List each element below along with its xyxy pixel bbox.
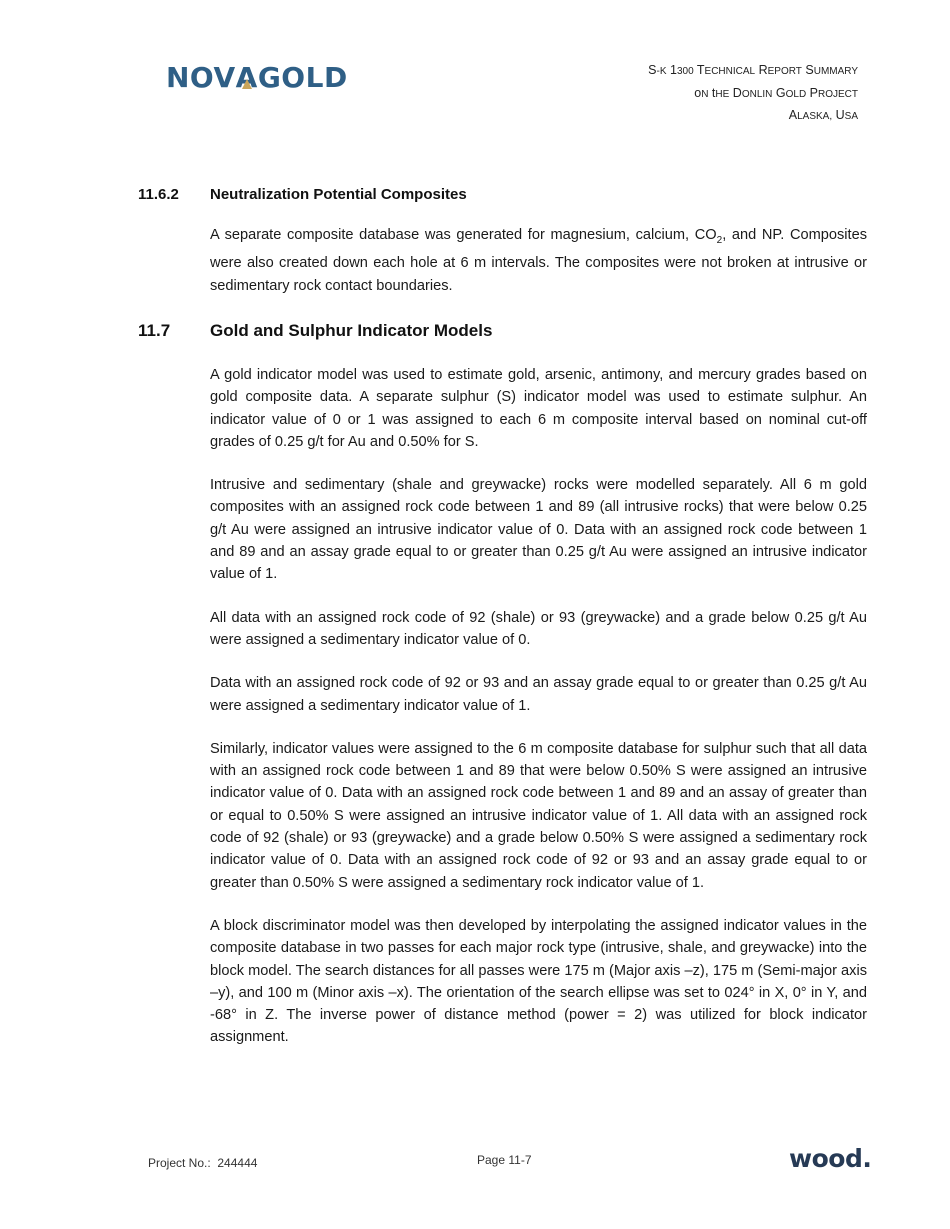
project-label: Project No.:: [148, 1156, 211, 1170]
section-number: 11.7: [138, 321, 171, 340]
wood-logo: wood.: [789, 1144, 872, 1173]
paragraph: Similarly, indicator values were assigned to the 6 m composite database for sulphur such that all data with an assigned rock code between 1 and 89 that were below 0.50% S were assigned an intrusive indicator value of 0. Data with an assigned rock code between 1 and 89 and an assay of greater than or equal to 0.50% S were assigned an intrusive indicator value of 1. All data with an assigned rock code of 92 (shale) or 93 (greywacke) and a grade below 0.50% S were assigned a sedimentary rock indicator value of 0. Data with an assigned rock code of 92 or 93 and an assay grade equal to or greater than 0.50% S were assigned a sedimentary rock indicator value of 1.: [210, 740, 867, 891]
section-title: Neutralization Potential Composites: [210, 186, 467, 203]
report-title-line2: oN tHE DONLIN GOLD PROJECT: [694, 85, 858, 100]
section-title: Gold and Sulphur Indicator Models: [210, 321, 493, 340]
paragraph: Intrusive and sedimentary (shale and greywacke) rocks were modelled separately. All 6 m gold composites with an assigned rock code between 1 and 89 (all intrusive rocks) that were below 0.25 g/t Au were assigned an intrusive indicator value of 0. Data with an assigned rock code between 1 and 89 and an assay grade equal to or greater than 0.25 g/t Au were assigned an intrusive indicator value of 1.: [210, 477, 867, 583]
section-11-6-2-body: [210, 224, 867, 297]
paragraph: All data with an assigned rock code of 92 (shale) or 93 (greywacke) and a grade below 0.25 g/t Au were assigned a sedimentary indicator value of 0.: [210, 609, 867, 648]
logo-accent-icon: [242, 79, 252, 89]
project-number: [148, 1156, 257, 1170]
paragraph-text-part1: A separate composite database was generated for magnesium, calcium, CO: [210, 227, 717, 243]
page-number: Page 11-7: [477, 1153, 532, 1167]
paragraph-text-part2: , and NP. Composites were also created down each hole at 6 m intervals. The composites were not broken at intrusive or sedimentary rock contact boundaries.: [210, 227, 867, 294]
novagold-logo: NOVA GOLD: [166, 61, 348, 94]
report-header: [648, 60, 858, 128]
paragraph: A block discriminator model was then developed by interpolating the assigned indicator values in the composite database in two passes for each major rock type (intrusive, shale, and greywacke) into the block model. The search distances for all passes were 175 m (Major axis –z), 175 m (Semi-major axis –y), and 100 m (Minor axis –x). The orientation of the search ellipse was set to 024° in X, 0° in Y, and -68° in Z. The inverse power of distance method (power = 2) was utilized for block indicator assignment.: [210, 917, 867, 1046]
section-number: 11.6.2: [138, 186, 179, 203]
report-title-line3: ALASKA, USA: [788, 108, 858, 122]
paragraph: Data with an assigned rock code of 92 or 93 and an assay grade equal to or greater than 0.25 g/t Au were assigned a sedimentary indicator value of 1.: [210, 675, 867, 714]
project-number-value: 244444: [217, 1156, 258, 1170]
section-heading-11-7: [138, 321, 868, 341]
paragraph: A gold indicator model was used to estimate gold, arsenic, antimony, and mercury grades based on gold composite data. A separate sulphur (S) indicator model was used to estimate sulphur. An indicator value of 0 or 1 was assigned to each 6 m composite interval based on nominal cut-off grades of 0.25 g/t for Au and 0.50% for S.: [210, 367, 867, 450]
section-11-7-body: [210, 364, 867, 1049]
co2-subscript: 2: [716, 234, 723, 246]
paragraph: [210, 224, 867, 297]
report-title-line1: S-K 1300 TECHNICAL REPORT SUMMARY: [648, 63, 858, 77]
section-heading-11-6-2: [138, 186, 868, 203]
